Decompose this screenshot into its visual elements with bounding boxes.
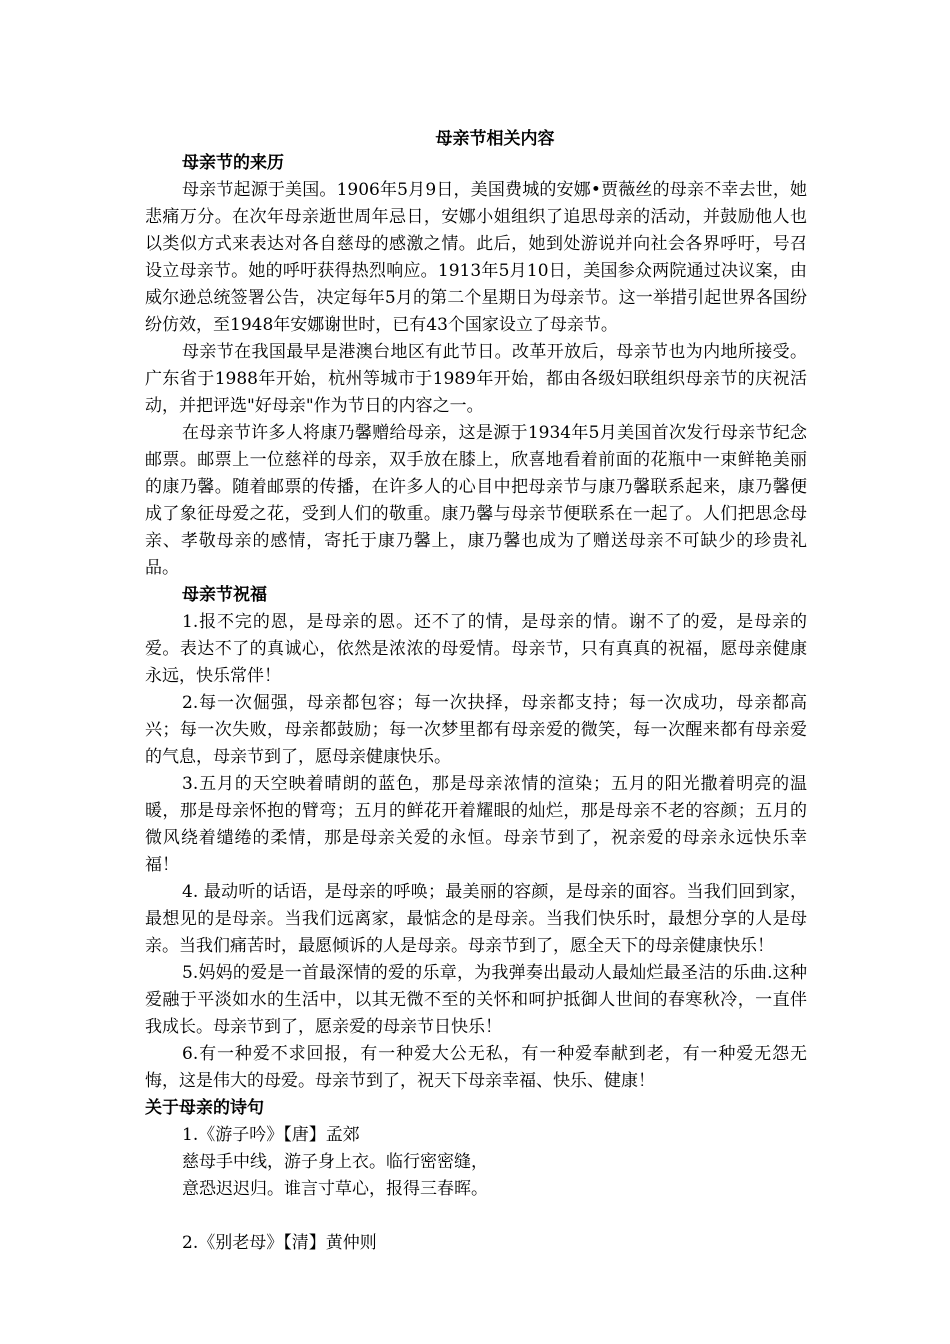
section-heading-blessings: 母亲节祝福 <box>182 585 267 605</box>
origin-paragraph: 母亲节起源于美国。1906年5月9日，美国费城的安娜•贾薇丝的母亲不幸去世，她悲痛万分。在次年母亲逝世周年忌日，安娜小姐组织了追思母亲的活动，并鼓励他人也以类似方式来表达对各自慈母的感激之情。此后，她到处游说并向社会各界呼吁，号召设立母亲节。她的呼吁获得热烈响应。1913年5月10日，美国参众两院通过决议案，由威尔逊总统签署公告，决定每年5月的第二个星期日为母亲节。这一举措引起世界各国纷纷仿效，至1948年安娜谢世时，已有43个国家设立了母亲节。 <box>145 180 807 335</box>
section-heading-poems: 关于母亲的诗句 <box>145 1098 264 1118</box>
blessing-paragraph: 1.报不完的恩，是母亲的恩。还不了的情，是母亲的情。谢不了的爱，是母亲的爱。表达不了的真诚心，依然是浓浓的母爱情。母亲节，只有真真的祝福，愿母亲健康永远，快乐常伴！ <box>145 612 807 686</box>
blessing-paragraph: 5.妈妈的爱是一首最深情的爱的乐章，为我弹奏出最动人最灿烂最圣洁的乐曲.这种爱融于平淡如水的生活中，以其无微不至的关怀和呵护抵御人世间的春寒秋冷，一直伴我成长。母亲节到了，愿亲爱的母亲节日快乐！ <box>145 963 807 1037</box>
document-title: 母亲节相关内容 <box>435 129 555 149</box>
blessing-paragraph: 2.每一次倔强，母亲都包容；每一次抉择，母亲都支持；每一次成功，母亲都高兴；每一次失败，母亲都鼓励；每一次梦里都有母亲爱的微笑，每一次醒来都有母亲爱的气息，母亲节到了，愿母亲健康快乐。 <box>145 693 807 767</box>
blessing-paragraph: 3.五月的天空映着晴朗的蓝色，那是母亲浓情的渲染；五月的阳光撒着明亮的温暖，那是母亲怀抱的臂弯；五月的鲜花开着耀眼的灿烂，那是母亲不老的容颜；五月的微风绕着缱绻的柔情，那是母亲关爱的永恒。母亲节到了，祝亲爱的母亲永远快乐幸福！ <box>145 774 807 875</box>
section-heading-origin: 母亲节的来历 <box>182 153 284 173</box>
poem-line: 意恐迟迟归。谁言寸草心，报得三春晖。 <box>182 1179 488 1199</box>
poem-title: 1.《游子吟》【唐】孟郊 <box>182 1125 360 1145</box>
blessing-paragraph: 4. 最动听的话语，是母亲的呼唤；最美丽的容颜，是母亲的面容。当我们回到家，最想见的是母亲。当我们远离家，最惦念的是母亲。当我们快乐时，最想分享的人是母亲。当我们痛苦时，最愿倾诉的人是母亲。母亲节到了，愿全天下的母亲健康快乐！ <box>145 882 807 956</box>
blank-line <box>145 1203 807 1230</box>
document-body <box>145 150 807 1257</box>
blessing-paragraph: 6.有一种爱不求回报，有一种爱大公无私，有一种爱奉献到老，有一种爱无怨无悔，这是伟大的母爱。母亲节到了，祝天下母亲幸福、快乐、健康！ <box>145 1044 807 1091</box>
poem-line: 慈母手中线，游子身上衣。临行密密缝， <box>182 1152 488 1172</box>
poem-title: 2.《别老母》【清】黄仲则 <box>182 1233 377 1253</box>
origin-paragraph: 在母亲节许多人将康乃馨赠给母亲，这是源于1934年5月美国首次发行母亲节纪念邮票。邮票上一位慈祥的母亲，双手放在膝上，欣喜地看着前面的花瓶中一束鲜艳美丽的康乃馨。随着邮票的传播，在许多人的心目中把母亲节与康乃馨联系起来，康乃馨便成了象征母爱之花，受到人们的敬重。康乃馨与母亲节便联系在一起了。人们把思念母亲、孝敬母亲的感情，寄托于康乃馨上，康乃馨也成为了赠送母亲不可缺少的珍贵礼品。 <box>145 423 807 578</box>
origin-paragraph: 母亲节在我国最早是港澳台地区有此节日。改革开放后，母亲节也为内地所接受。广东省于1988年开始，杭州等城市于1989年开始，都由各级妇联组织母亲节的庆祝活动，并把评选"好母亲"作为节日的内容之一。 <box>145 342 807 416</box>
